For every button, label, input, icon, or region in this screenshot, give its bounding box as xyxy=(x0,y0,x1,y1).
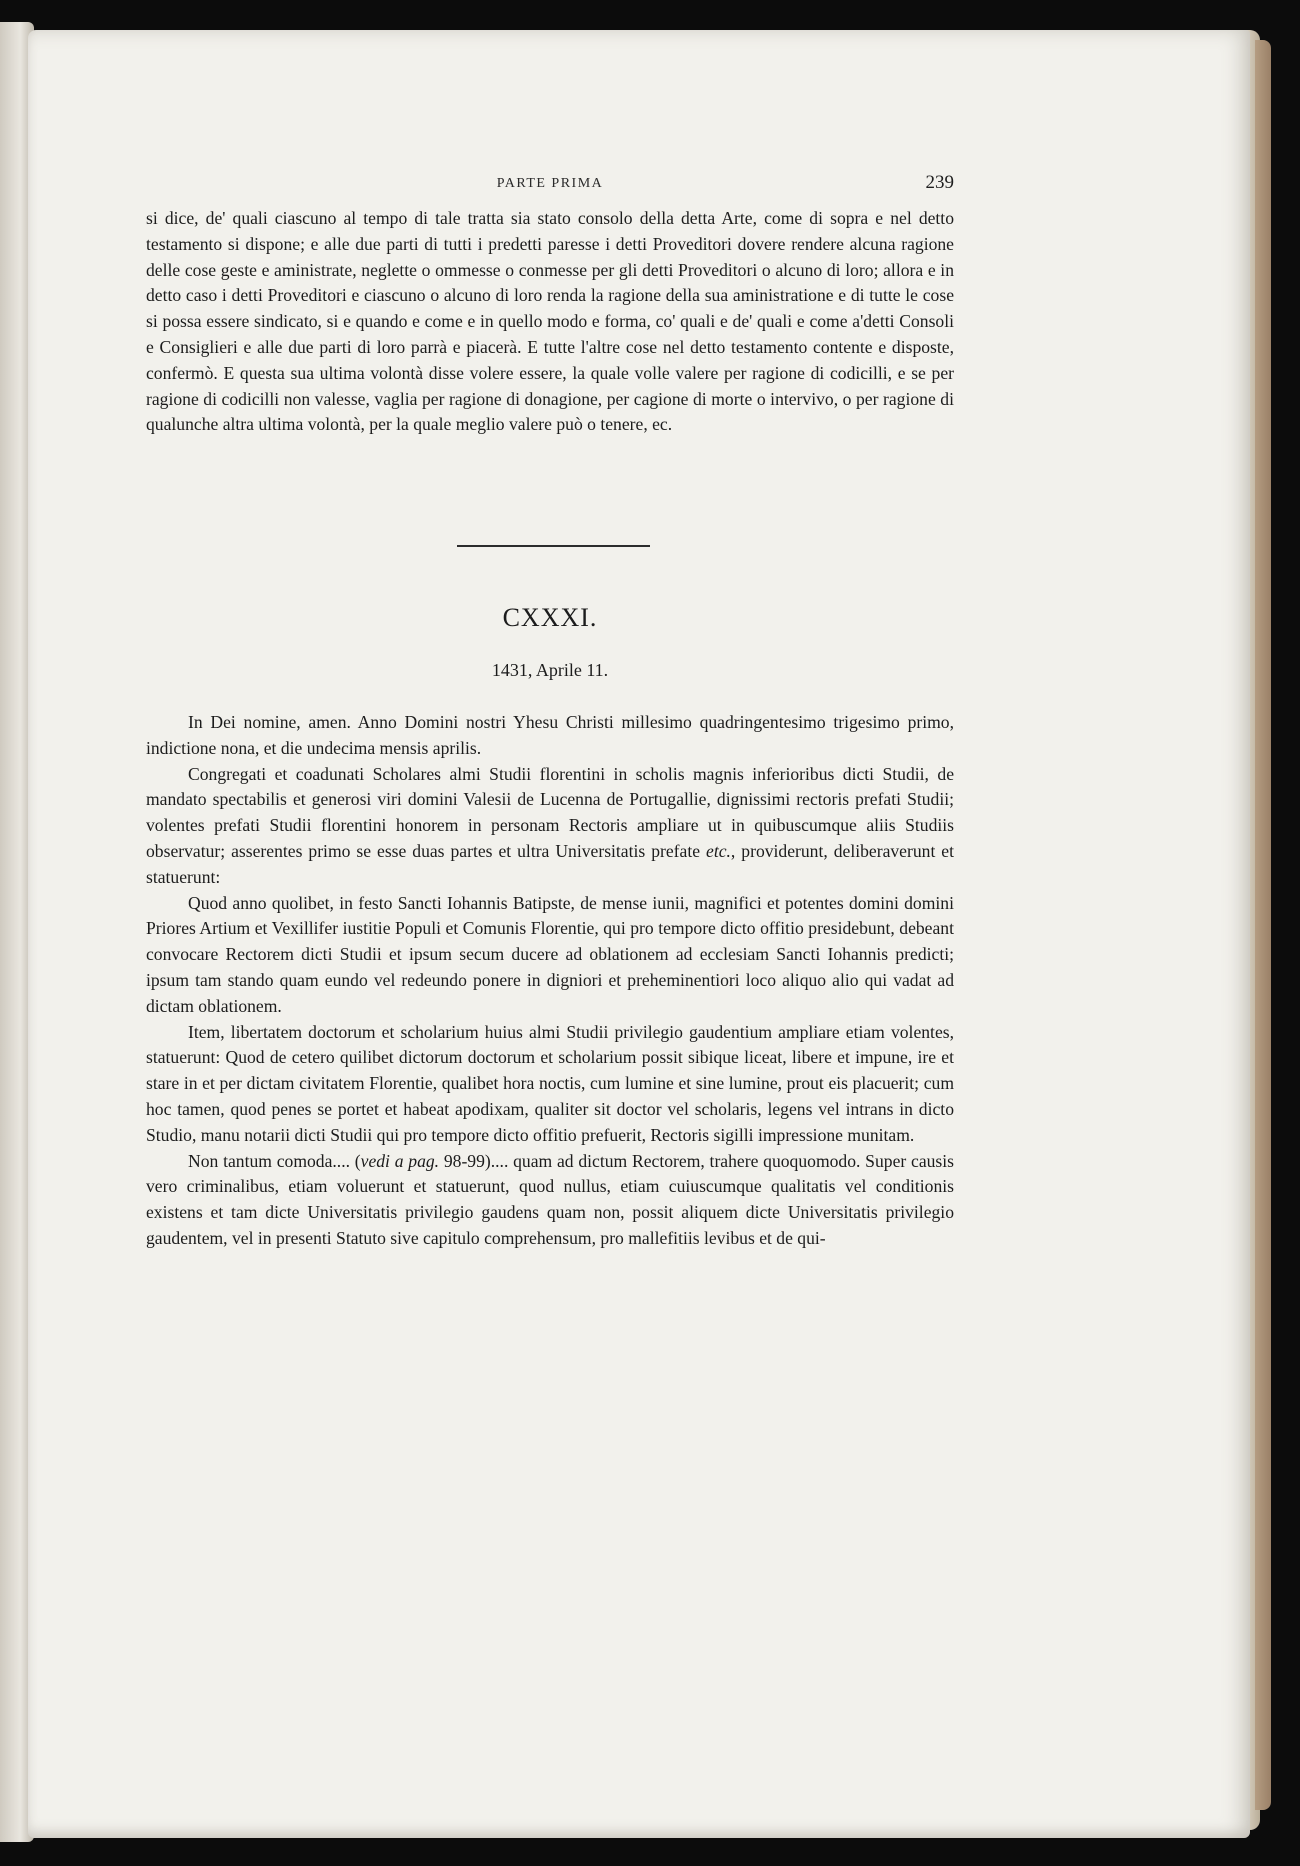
paragraph-text-after: 98-99).... quam ad dictum Rectorem, trahere quoquomodo. Super causis vero criminalibus, etiam voluerunt et statuerunt, quod nullus, etiam cuiuscumque qualitatis vel conditionis existens et tam dicte Universitatis privilegio gaudens quam non, possit aliquem dicte Universitatis privilegio gaudentem, vel in presenti Statuto sive capitulo comprehensum, pro mallefitiis levibus et de qui- xyxy=(146,1150,955,1248)
paragraph-invocation xyxy=(146,710,954,762)
continuation-text xyxy=(146,206,954,438)
paragraph-assembly xyxy=(146,762,954,891)
document-number: CXXXI. xyxy=(502,603,598,632)
book-cover-edge xyxy=(1255,40,1271,1810)
page-number: 239 xyxy=(925,172,954,193)
paragraph-text: Quod anno quolibet, in festo Sancti Iohannis Batipste, de mense iunii, magnifici et potentes domini domini Priores Artium et Vexillifer iustitie Populi et Comunis Florentie, qui pro tempore dicto offitio presidebunt, debeant convocare Rectorem dicti Studii et ipsum secum ducere ad oblationem ad ecclesiam Sancti Iohannis predicti; ipsum tam stando quam eundo vel redeundo ponere in digniori et preheminentiori loco aliquo alio qui vadat ad dictam oblationem. xyxy=(146,892,954,1016)
document-body xyxy=(146,710,954,1252)
paragraph-emphasis: etc. xyxy=(706,840,731,861)
paragraph-text: Non tantum comoda.... ( xyxy=(188,1150,361,1171)
continuation-paragraph: si dice, de' quali ciascuno al tempo di tale tratta sia stato consolo della detta Arte, come di sopra e nel detto testamento si dispone; e alle due parti di tutti i predetti paresse i detti Proveditori dovere rendere alcuna ragione delle cose geste e aministrate, neglette o ommesse o conmesse per gli detti Proveditori o alcuno di loro; allora e in detto caso i detti Proveditori e ciascuno o alcuno di loro renda la ragione della sua aministratione e di tutte le cose si possa essere sindicato, si e quando e come e in quello modo e forma, co' quali e de' quali e come a'detti Consoli e Consiglieri e alle due parti di loro parrà e piacerà. E tutte l'altre cose nel detto testamento contente e disposte, confermò. E questa sua ultima volontà disse volere essere, la quale volle valere per ragione di codicilli, e se per ragione di codicilli non valesse, vaglia per ragione di donagione, per cagione di morte o intervivo, o per ragione di qualunche altra ultima volontà, per la quale meglio valere può o tenere, ec. xyxy=(146,208,954,435)
paragraph-emphasis: vedi a pag. xyxy=(360,1150,440,1171)
running-head: PARTE PRIMA xyxy=(496,176,604,191)
paragraph-liberty xyxy=(146,1020,954,1149)
paragraph-text: In Dei nomine, amen. Anno Domini nostri Yhesu Christi millesimo quadringentesimo trigesimo primo, indictione nona, et die undecima mensis aprilis. xyxy=(146,712,954,758)
page-header xyxy=(146,170,954,200)
paragraph-text: Item, libertatem doctorum et scholarium huius almi Studii privilegio gaudentium ampliare etiam volentes, statuerunt: Quod de cetero quilibet dictorum doctorum et scholarium possit sibique liceat, libere et impune, ire et stare in et per dictam civitatem Florentie, qualibet hora noctis, cum lumine et sine lumine, prout eis placuerit; cum hoc tamen, quod penes se portet et habeat apodixam, qualiter sit doctor vel scholaris, legens vel intrans in dicto Studio, manu notarii dicti Studii qui pro tempore dicto offitio prefuerit, Rectoris sigilli impressione munitam. xyxy=(146,1021,954,1145)
paragraph-criminal-causes xyxy=(146,1149,954,1252)
section-divider xyxy=(457,545,650,547)
document-date: 1431, Aprile 11. xyxy=(491,660,609,680)
paragraph-feast-of-st-john xyxy=(146,891,954,1020)
paragraph-text: Congregati et coadunati Scholares almi Studii florentini in scholis magnis inferioribus dicti Studii, de mandato spectabilis et generosi viri domini Valesii de Lucenna de Portugallie, dignissimi rectoris prefati Studii; volentes prefati Studii florentini honorem in personam Rectoris ampliare ut in quibuscumque aliis Studiis observatur; asserentes primo se esse duas partes et ultra Universitatis prefate xyxy=(146,763,954,861)
paragraph-text-after: , providerunt, deliberaverunt et statuerunt: xyxy=(146,840,954,887)
